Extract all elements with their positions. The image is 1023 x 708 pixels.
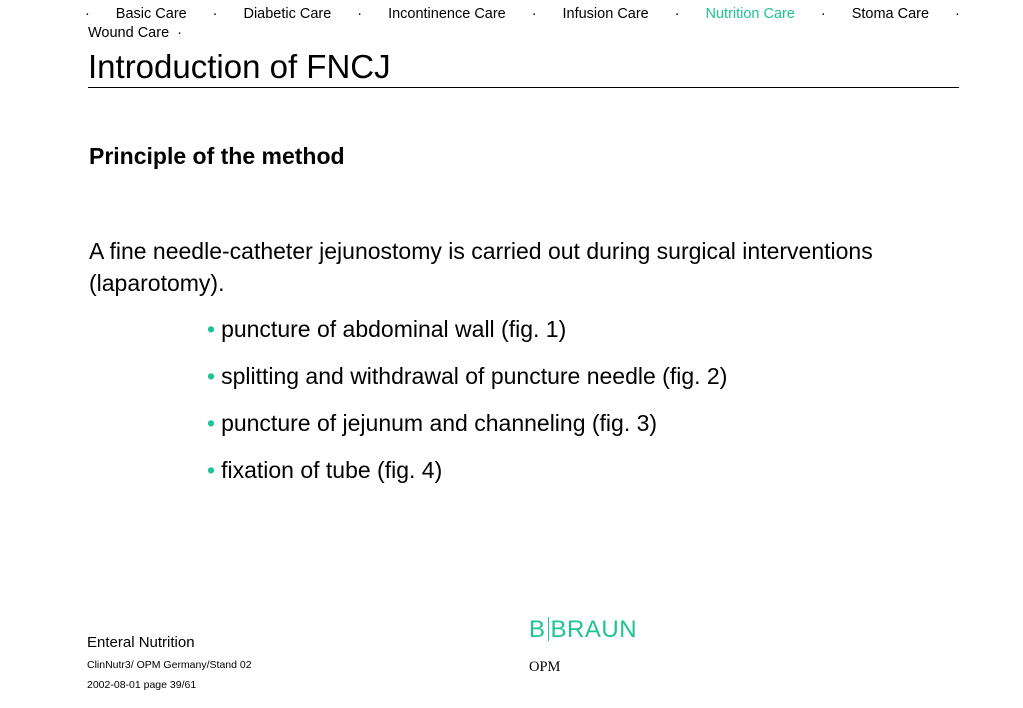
footer-department: Enteral Nutrition [87,634,195,651]
list-item-text: fixation of tube (fig. 4) [221,457,443,483]
bullet-icon: • [207,457,216,483]
nav-separator: · [531,6,537,22]
nav-link-stoma-care[interactable]: Stoma Care [851,6,930,22]
nav-separator: · [85,6,90,22]
division-label: OPM [529,659,561,675]
braun-logo [529,616,637,644]
bullet-icon: • [207,363,216,389]
section-heading: Principle of the method [89,143,345,169]
nav-separator: · [212,6,218,22]
intro-paragraph: A fine needle-catheter jejunostomy is carried out during surgical interventions (laparotomy). [89,238,873,296]
nav-link-incontinence-care[interactable]: Incontinence Care [388,6,506,22]
list-item [207,407,727,454]
list-item [207,454,727,501]
page-title: Introduction of FNCJ [88,48,959,88]
bullet-icon: • [207,316,216,342]
logo-divider [548,617,549,641]
nav-row-1 [85,5,960,24]
bullet-icon: • [207,410,216,436]
nav-separator: · [955,6,960,22]
nav-row-2 [88,24,960,43]
nav-separator: · [820,6,826,22]
footer-info [87,634,252,692]
method-steps-list [207,313,727,501]
footer-date-page: 2002-08-01 page 39/61 [87,679,197,691]
list-item [207,313,727,360]
list-item [207,360,727,407]
nav-separator: · [674,6,680,22]
list-item-text: puncture of jejunum and channeling (fig. 3) [221,410,658,436]
nav-link-nutrition-care[interactable]: Nutrition Care [705,6,795,22]
footer-document-ref: ClinNutr3/ OPM Germany/Stand 02 [87,659,252,671]
list-item-text: puncture of abdominal wall (fig. 1) [221,316,567,342]
logo-braun: BRAUN [550,616,638,643]
nav-separator: · [177,25,182,41]
nav-link-basic-care[interactable]: Basic Care [115,6,187,22]
list-item-text: splitting and withdrawal of puncture needle (fig. 2) [221,363,728,389]
nav-separator: · [357,6,363,22]
nav-link-infusion-care[interactable]: Infusion Care [562,6,649,22]
logo-b: B [529,616,546,643]
top-navigation [85,5,960,43]
nav-link-wound-care[interactable]: Wound Care [88,25,170,41]
nav-link-diabetic-care[interactable]: Diabetic Care [243,6,332,22]
